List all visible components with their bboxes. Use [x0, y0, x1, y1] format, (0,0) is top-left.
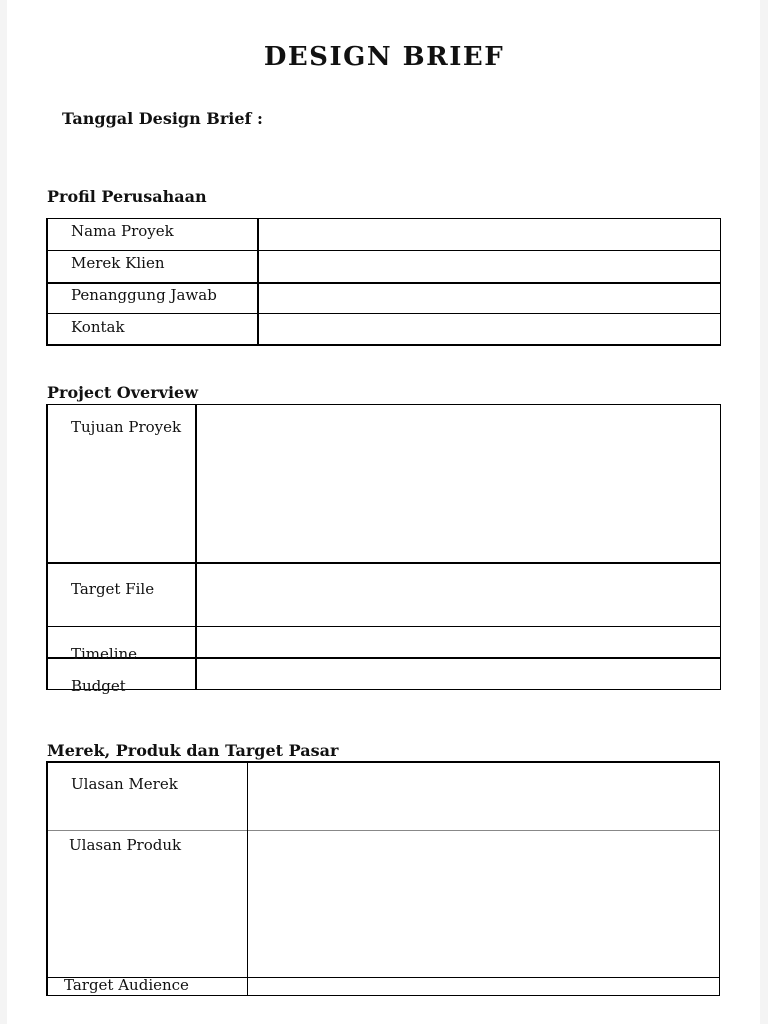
row-label-contact: Kontak: [71, 318, 125, 336]
row-divider: [46, 562, 721, 564]
document-title: DESIGN BRIEF: [263, 42, 505, 72]
section-title-company-profile: Profil Perusahaan: [47, 187, 207, 206]
row-label-product-review: Ulasan Produk: [69, 836, 182, 854]
person-in-charge-field[interactable]: [260, 285, 719, 312]
target-audience-field[interactable]: [249, 979, 718, 994]
product-review-field[interactable]: [249, 832, 718, 976]
row-label-timeline: Timeline: [71, 645, 138, 663]
brand-review-field[interactable]: [249, 764, 718, 829]
column-divider: [257, 218, 259, 346]
section-title-project-overview: Project Overview: [47, 383, 198, 402]
table-border: [719, 761, 720, 996]
row-divider: [46, 626, 721, 627]
row-divider: [46, 657, 721, 659]
target-file-field[interactable]: [198, 565, 719, 625]
table-border: [46, 761, 48, 996]
table-border: [46, 344, 721, 346]
row-label-target-file: Target File: [71, 580, 155, 598]
table-border: [46, 689, 721, 690]
row-label-target-audience: Target Audience: [64, 976, 189, 994]
row-label-person-in-charge: Penanggung Jawab: [71, 286, 217, 304]
table-border: [46, 218, 48, 346]
row-divider: [46, 313, 721, 314]
row-divider: [46, 830, 720, 831]
section-title-brand-product-market: Merek, Produk dan Target Pasar: [47, 741, 339, 760]
table-border: [720, 404, 721, 690]
row-label-project-goal: Tujuan Proyek: [71, 418, 182, 436]
project-name-field[interactable]: [260, 220, 719, 249]
row-divider: [46, 250, 721, 251]
row-label-client-brand: Merek Klien: [71, 254, 165, 272]
row-divider: [46, 282, 721, 284]
table-border: [46, 995, 720, 996]
date-label: Tanggal Design Brief :: [62, 109, 263, 128]
table-border: [720, 218, 721, 346]
row-label-budget: Budget: [71, 677, 126, 695]
budget-field[interactable]: [198, 660, 719, 688]
table-border: [46, 404, 48, 690]
contact-field[interactable]: [260, 315, 719, 343]
table-border: [46, 761, 720, 763]
row-label-project-name: Nama Proyek: [71, 222, 174, 240]
column-divider: [247, 761, 248, 996]
column-divider: [195, 404, 197, 690]
table-border: [46, 218, 721, 219]
client-brand-field[interactable]: [260, 252, 719, 281]
table-border: [46, 404, 721, 405]
project-goal-field[interactable]: [198, 406, 719, 561]
row-label-brand-review: Ulasan Merek: [71, 775, 178, 793]
timeline-field[interactable]: [198, 628, 719, 656]
